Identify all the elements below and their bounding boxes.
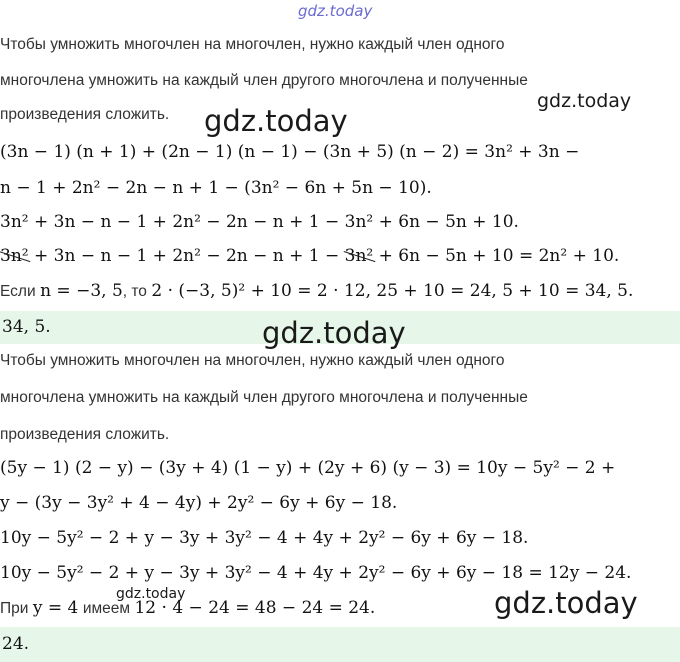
- watermark-large: gdz.today: [262, 316, 406, 350]
- equation-line-cancelled: [0, 246, 619, 266]
- rule-text-line-2: многочлена умножить на каждый член другого многочлена и полученные: [0, 72, 528, 89]
- cancelled-term: 3n²: [344, 246, 374, 266]
- equation-line: n − 1 + 2n² − 2n − n + 1 − (3n² − 6n + 5n − 10).: [0, 178, 432, 198]
- equation-segment: + 3n − n − 1 + 2n² − 2n − n + 1 −: [28, 246, 345, 266]
- answer-text: 34, 5.: [2, 317, 51, 337]
- rule-text-line-2: многочлена умножить на каждый член другого многочлена и полученные: [0, 389, 528, 406]
- substitution-line: [0, 598, 375, 618]
- watermark-large: gdz.today: [494, 586, 638, 620]
- equation-line: 10y − 5y² − 2 + y − 3y + 3y² − 4 + 4y + 2y² − 6y + 6y − 18 = 12y − 24.: [0, 563, 632, 583]
- cancelled-term: 3n²: [0, 246, 29, 266]
- equation-line: 10y − 5y² − 2 + y − 3y + 3y² − 4 + 4y + 2y² − 6y + 6y − 18.: [0, 528, 529, 548]
- watermark-medium: gdz.today: [537, 90, 632, 112]
- answer-text: 24.: [2, 634, 30, 654]
- watermark-small: gdz.today: [116, 586, 186, 602]
- if-label: Если: [0, 283, 36, 300]
- rule-text-line-3: произведения сложить.: [0, 426, 170, 443]
- answer-band: [0, 627, 680, 662]
- watermark-top: gdz.today: [298, 2, 373, 20]
- calculation: 2 · (−3, 5)² + 10 = 2 · 12, 25 + 10 = 24, 5 + 10 = 34, 5.: [151, 281, 634, 301]
- equation-line: y − (3y − 3y² + 4 − 4y) + 2y² − 6y + 6y − 18.: [0, 493, 398, 513]
- when-label: При: [0, 600, 29, 617]
- equation-line: (3n − 1) (n + 1) + (2n − 1) (n − 1) − (3n + 5) (n − 2) = 3n² + 3n −: [0, 142, 580, 162]
- equation-segment: + 6n − 5n + 10 = 2n² + 10.: [373, 246, 620, 266]
- substitution-line: [0, 281, 633, 301]
- rule-text-line-1: Чтобы умножить многочлен на многочлен, нужно каждый член одного: [0, 36, 505, 53]
- calculation: 12 · 4 − 24 = 48 − 24 = 24.: [134, 598, 376, 618]
- then-label: , то: [122, 283, 147, 300]
- equation-line: (5y − 1) (2 − y) − (3y + 4) (1 − y) + (2y + 6) (y − 3) = 10y − 5y² − 2 +: [0, 458, 616, 478]
- rule-text-line-1: Чтобы умножить многочлен на многочлен, нужно каждый член одного: [0, 352, 505, 369]
- rule-text-line-3: произведения сложить.: [0, 106, 170, 123]
- have-label: имеем: [82, 600, 131, 617]
- watermark-large: gdz.today: [204, 104, 348, 138]
- equation-line: 3n² + 3n − n − 1 + 2n² − 2n − n + 1 − 3n² + 6n − 5n + 10.: [0, 212, 519, 232]
- when-value: y = 4: [32, 598, 79, 618]
- if-value: n = −3, 5: [40, 281, 123, 301]
